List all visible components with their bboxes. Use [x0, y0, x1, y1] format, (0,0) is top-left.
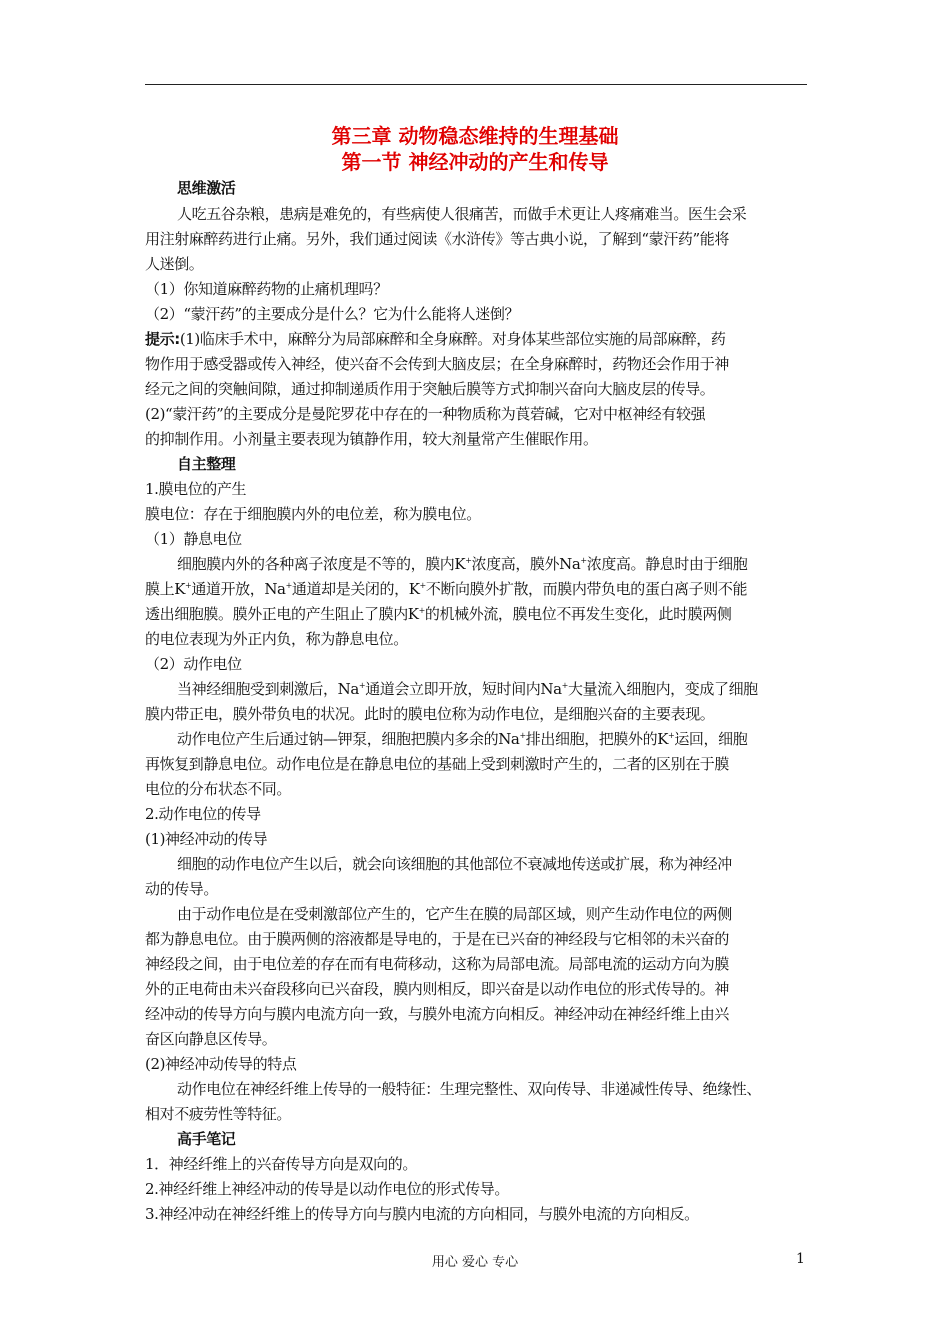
subheading: (1)神经冲动的传导 [145, 830, 268, 848]
heading-notes: 高手笔记 [177, 1130, 236, 1148]
paragraph-line: 当神经细胞受到刺激后，Na+通道会立即开放，短时间内Na+大量流入细胞内，变成了细胞 [177, 680, 758, 698]
paragraph-line: 外的正电荷由未兴奋段移向已兴奋段，膜内则相反，即兴奋是以动作电位的形式传导的。神 [145, 980, 730, 998]
paragraph-line: 透出细胞膜。膜外正电的产生阻止了膜内K+的机械外流，膜电位不再发生变化，此时膜两侧 [145, 605, 732, 623]
subheading: （1）静息电位 [145, 530, 242, 548]
paragraph-line: 的抑制作用。小剂量主要表现为镇静作用，较大剂量常产生催眠作用。 [145, 430, 598, 448]
subheading: （2）动作电位 [145, 655, 242, 673]
paragraph-line: 相对不疲劳性等特征。 [145, 1105, 292, 1123]
header-rule [145, 84, 807, 85]
paragraph-line: 用注射麻醉药进行止痛。另外，我们通过阅读《水浒传》等古典小说，了解到“蒙汗药”能将 [145, 230, 729, 248]
subheading: (2)神经冲动传导的特点 [145, 1055, 297, 1073]
paragraph-line: 动作电位在神经纤维上传导的一般特征：生理完整性、双向传导、非递减性传导、绝缘性、 [177, 1080, 762, 1098]
page-number: 1 [796, 1251, 805, 1267]
paragraph-line: 电位的分布状态不同。 [145, 780, 292, 798]
heading-thinking: 思维激活 [177, 179, 236, 197]
hint-line [145, 329, 810, 349]
paragraph-line: 膜上K+通道开放，Na+通道却是关闭的，K+不断向膜外扩散，而膜内带负电的蛋白离子则不能 [145, 580, 748, 598]
definition: 膜电位：存在于细胞膜内外的电位差，称为膜电位。 [145, 505, 481, 523]
chapter-title: 第三章 动物稳态维持的生理基础 [331, 124, 619, 148]
paragraph-line: 动作电位产生后通过钠—钾泵，细胞把膜内多余的Na+排出细胞，把膜外的K+运回，细胞 [177, 730, 748, 748]
paragraph-line: 都为静息电位。由于膜两侧的溶液都是导电的，于是在已兴奋的神经段与它相邻的未兴奋的 [145, 930, 730, 948]
paragraph-line: 细胞的动作电位产生以后，就会向该细胞的其他部位不衰减地传送或扩展，称为神经冲 [177, 855, 732, 873]
paragraph-line: 经冲动的传导方向与膜内电流方向一致，与膜外电流方向相反。神经冲动在神经纤维上由兴 [145, 1005, 730, 1023]
question-1: （1）你知道麻醉药物的止痛机理吗？ [145, 280, 388, 298]
note-item: 3.神经冲动在神经纤维上的传导方向与膜内电流的方向相同，与膜外电流的方向相反。 [145, 1205, 699, 1223]
heading-organize: 自主整理 [177, 455, 236, 473]
paragraph-line: 再恢复到静息电位。动作电位是在静息电位的基础上受到刺激时产生的，二者的区别在于膜 [145, 755, 730, 773]
paragraph-line: 由于动作电位是在受刺激部位产生的，它产生在膜的局部区域，则产生动作电位的两侧 [177, 905, 732, 923]
paragraph-line: 细胞膜内外的各种离子浓度是不等的，膜内K+浓度高，膜外Na+浓度高。静息时由于细胞 [177, 555, 748, 573]
paragraph-line: 的电位表现为外正内负，称为静息电位。 [145, 630, 408, 648]
paragraph-line: 动的传导。 [145, 880, 219, 898]
subheading: 2.动作电位的传导 [145, 805, 261, 823]
note-item: 1．神经纤维上的兴奋传导方向是双向的。 [145, 1155, 417, 1173]
paragraph-line: (2)“蒙汗药”的主要成分是曼陀罗花中存在的一种物质称为莨菪碱，它对中枢神经有较强 [145, 405, 706, 423]
paragraph-line: 人迷倒。 [145, 255, 204, 273]
section-title: 第一节 神经冲动的产生和传导 [341, 150, 609, 174]
footer-text: 用心 爱心 专心 [431, 1255, 519, 1270]
hint-text: (1)临床手术中，麻醉分为局部麻醉和全身麻醉。对身体某些部位实施的局部麻醉，药 [179, 330, 726, 348]
subheading: 1.膜电位的产生 [145, 480, 247, 498]
note-item: 2.神经纤维上神经冲动的传导是以动作电位的形式传导。 [145, 1180, 509, 1198]
paragraph-line: 物作用于感受器或传入神经，使兴奋不会传到大脑皮层；在全身麻醉时，药物还会作用于神 [145, 355, 730, 373]
paragraph-line: 神经段之间，由于电位差的存在而有电荷移动，这称为局部电流。局部电流的运动方向为膜 [145, 955, 730, 973]
paragraph-line: 人吃五谷杂粮，患病是难免的，有些病使人很痛苦，而做手术更让人疼痛难当。医生会采 [177, 205, 747, 223]
hint-label: 提示: [145, 330, 180, 348]
paragraph-line: 经元之间的突触间隙，通过抑制递质作用于突触后膜等方式抑制兴奋向大脑皮层的传导。 [145, 380, 715, 398]
question-2: （2）“蒙汗药”的主要成分是什么？它为什么能将人迷倒？ [145, 305, 520, 323]
paragraph-line: 奋区向静息区传导。 [145, 1030, 277, 1048]
paragraph-line: 膜内带正电，膜外带负电的状况。此时的膜电位称为动作电位，是细胞兴奋的主要表现。 [145, 705, 715, 723]
